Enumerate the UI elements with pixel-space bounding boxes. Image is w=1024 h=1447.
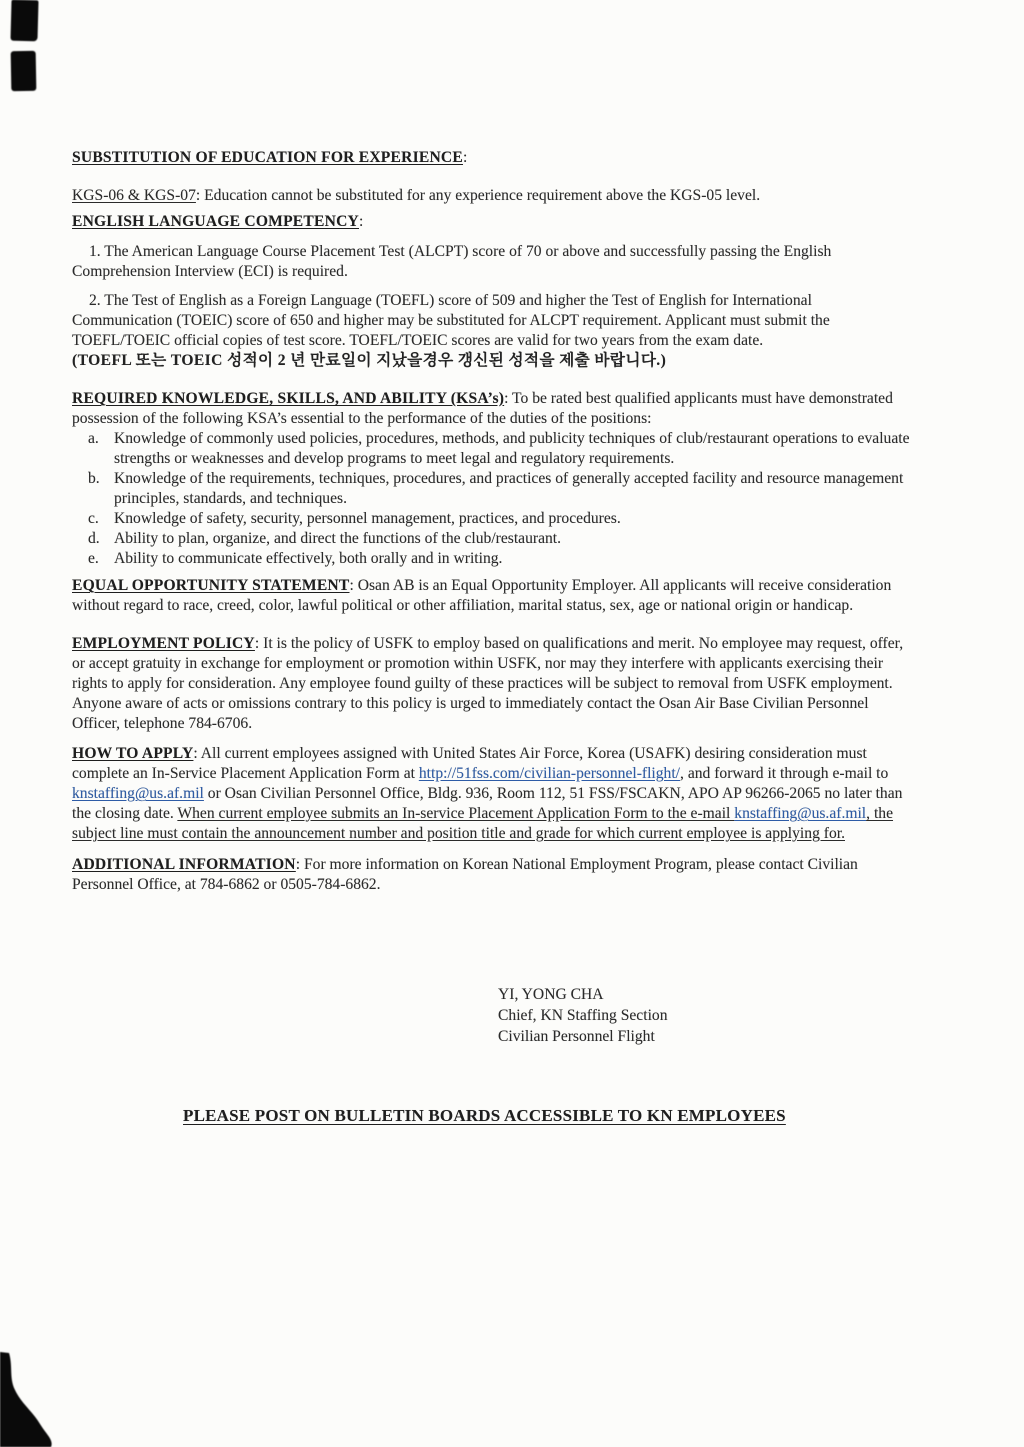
ksa-item-e [72, 549, 956, 569]
text-line: 1. The American Language Course Placement Test (ALCPT) score of 70 or above and successfully passing the English [89, 243, 832, 260]
text-line: Knowledge of the requirements, techniques, procedures, and practices of generally accepted facility and resource management [114, 470, 904, 487]
employment-line-2: or accept gratuity in exchange for employment or promotion within USFK, nor may they interfere with applicants exercising their [72, 655, 884, 672]
ksa-lead-line-1 [72, 389, 956, 409]
equal-line-1 [72, 576, 956, 596]
text-line: Knowledge of safety, security, personnel management, practices, and procedures. [114, 510, 621, 527]
apply-email-link-2[interactable]: knstaffing@us.af.mil [734, 805, 867, 822]
apply-line-5 [72, 824, 956, 844]
text-line: Comprehension Interview (ECI) is required. [72, 263, 348, 280]
employment-line-5: Officer, telephone 784-6706. [72, 715, 253, 732]
ksa-item-b [72, 469, 956, 509]
employment-line-4: Anyone aware of acts or omissions contrary to this policy is urged to immediately contact the Osan Air Base Civilian Personnel [72, 695, 869, 712]
ksa-lead-line-2: possession of the following KSA’s essential to the performance of the duties of the positions: [72, 410, 652, 427]
apply-line-4 [72, 804, 956, 824]
apply-text-1: : All current employees assigned with United States Air Force, Korea (USAFK) desiring consideration must [193, 745, 867, 762]
text-line: TOEFL/TOEIC official copies of test score. TOEFL/TOEIC scores are valid for two years from the exam date. [72, 332, 764, 349]
ksa-item-letter: d. [88, 530, 100, 547]
section-equal-opportunity [72, 576, 956, 616]
equal-text-1: : Osan AB is an Equal Opportunity Employer. All applicants will receive consideration [349, 577, 892, 594]
apply-text-3: or Osan Civilian Personnel Office, Bldg. 936, Room 112, 51 FSS/FSCAKN, APO AP 96266-2065 no later than [203, 785, 903, 802]
apply-underlined-5: subject line must contain the announcement number and position title and grade for which current employee is applying for. [72, 825, 845, 842]
ksa-item-d [72, 529, 956, 549]
additional-text-1: : For more information on Korean National Employment Program, please contact Civilian [295, 856, 858, 873]
bulletin-post-notice: PLEASE POST ON BULLETIN BOARDS ACCESSIBLE TO KN EMPLOYEES [183, 1106, 786, 1125]
ksa-heading: REQUIRED KNOWLEDGE, SKILLS, AND ABILITY (KSA’s) [72, 390, 505, 407]
equal-line-2: without regard to race, creed, color, lawful political or other affiliation, marital status, sex, age or national origin or handicap. [72, 597, 854, 614]
text-line: Communication (TOEIC) score of 650 and higher may be substituted for ALCPT requirement. Applicant must submit the [72, 312, 830, 329]
text-line: Knowledge of commonly used policies, procedures, methods, and publicity techniques of club/restaurant operations to evaluate [114, 430, 910, 447]
section-additional-info [72, 855, 956, 895]
ksa-item-text [114, 469, 956, 509]
ksa-item-text [114, 549, 956, 569]
paragraph-toefl [72, 291, 956, 371]
ksa-lead-text-1: : To be rated best qualified applicants must have demonstrated [504, 390, 893, 407]
additional-line-2: Personnel Office, at 784-6862 or 0505-784-6862. [72, 876, 381, 893]
substitution-heading-colon: : [462, 149, 468, 166]
apply-line-1 [72, 744, 956, 764]
scan-artifact-top-2 [11, 51, 37, 91]
apply-underlined-4b: , the [866, 805, 894, 822]
apply-heading: HOW TO APPLY [72, 745, 194, 762]
section-english-heading [72, 212, 956, 232]
apply-text-4a: the closing date. [72, 805, 178, 822]
signature-title: Chief, KN Staffing Section [498, 1007, 668, 1024]
section-how-to-apply [72, 744, 956, 844]
ksa-item-text [114, 429, 956, 469]
employment-line-1 [72, 634, 956, 654]
text-line: principles, standards, and techniques. [114, 490, 347, 507]
paragraph-alcpt [72, 242, 956, 282]
signature-block [498, 984, 668, 1047]
section-substitution [72, 148, 956, 168]
english-heading-line [72, 212, 956, 232]
section-ksa [72, 389, 956, 569]
text-line: strengths or weaknesses and develop programs to meet legal and regulatory requirements. [114, 450, 675, 467]
kgs-label: KGS-06 & KGS-07 [72, 187, 196, 204]
employment-line-3: rights to apply for consideration. Any employee found guilty of these practices will be subject to removal from USFK employment. [72, 675, 893, 692]
signature-name: YI, YONG CHA [498, 986, 604, 1003]
scan-artifact-top-1 [10, 0, 38, 41]
apply-text-2b: , and forward it through e-mail to [680, 765, 889, 782]
section-kgs [72, 186, 956, 206]
kgs-line [72, 186, 956, 206]
text-line: Ability to communicate effectively, both orally and in writing. [114, 550, 503, 567]
english-heading: ENGLISH LANGUAGE COMPETENCY [72, 213, 359, 230]
additional-heading: ADDITIONAL INFORMATION [72, 856, 296, 873]
scan-artifact-bottom [0, 1352, 58, 1447]
section-employment-policy [72, 634, 956, 734]
ksa-item-letter: c. [88, 510, 99, 527]
signature-org: Civilian Personnel Flight [498, 1028, 655, 1045]
apply-email-link-1[interactable]: knstaffing@us.af.mil [72, 785, 204, 802]
apply-line-3 [72, 784, 956, 804]
english-heading-colon: : [359, 213, 364, 230]
employment-heading: EMPLOYMENT POLICY [72, 635, 255, 652]
ksa-item-a [72, 429, 956, 469]
employment-text-1: : It is the policy of USFK to employ based on qualifications and merit. No employee may request, offer, [254, 635, 904, 652]
apply-text-2a: complete an In-Service Placement Application Form at [72, 765, 419, 782]
ksa-item-text [114, 529, 956, 549]
apply-url-link[interactable]: http://51fss.com/civilian-personnel-flight/ [418, 765, 681, 782]
equal-heading: EQUAL OPPORTUNITY STATEMENT [72, 577, 350, 594]
ksa-item-text [114, 509, 956, 529]
korean-note: (TOEFL 또는 TOEIC 성적이 2 년 만료일이 지났을경우 갱신된 성적을 제출 바랍니다.) [72, 352, 667, 369]
apply-line-2 [72, 764, 956, 784]
text-line: 2. The Test of English as a Foreign Language (TOEFL) score of 509 and higher the Test of English for International [89, 292, 812, 309]
kgs-text: : Education cannot be substituted for any experience requirement above the KGS-05 level. [195, 187, 761, 204]
ksa-item-letter: e. [88, 550, 99, 567]
ksa-item-c [72, 509, 956, 529]
substitution-heading: SUBSTITUTION OF EDUCATION FOR EXPERIENCE [72, 149, 463, 166]
apply-underlined-4: When current employee submits an In-service Placement Application Form to the e-mail [177, 805, 735, 822]
ksa-item-letter: a. [88, 430, 99, 447]
additional-line-1 [72, 855, 956, 875]
ksa-item-letter: b. [88, 470, 100, 487]
text-line: Ability to plan, organize, and direct the functions of the club/restaurant. [114, 530, 562, 547]
substitution-heading-line [72, 148, 956, 168]
